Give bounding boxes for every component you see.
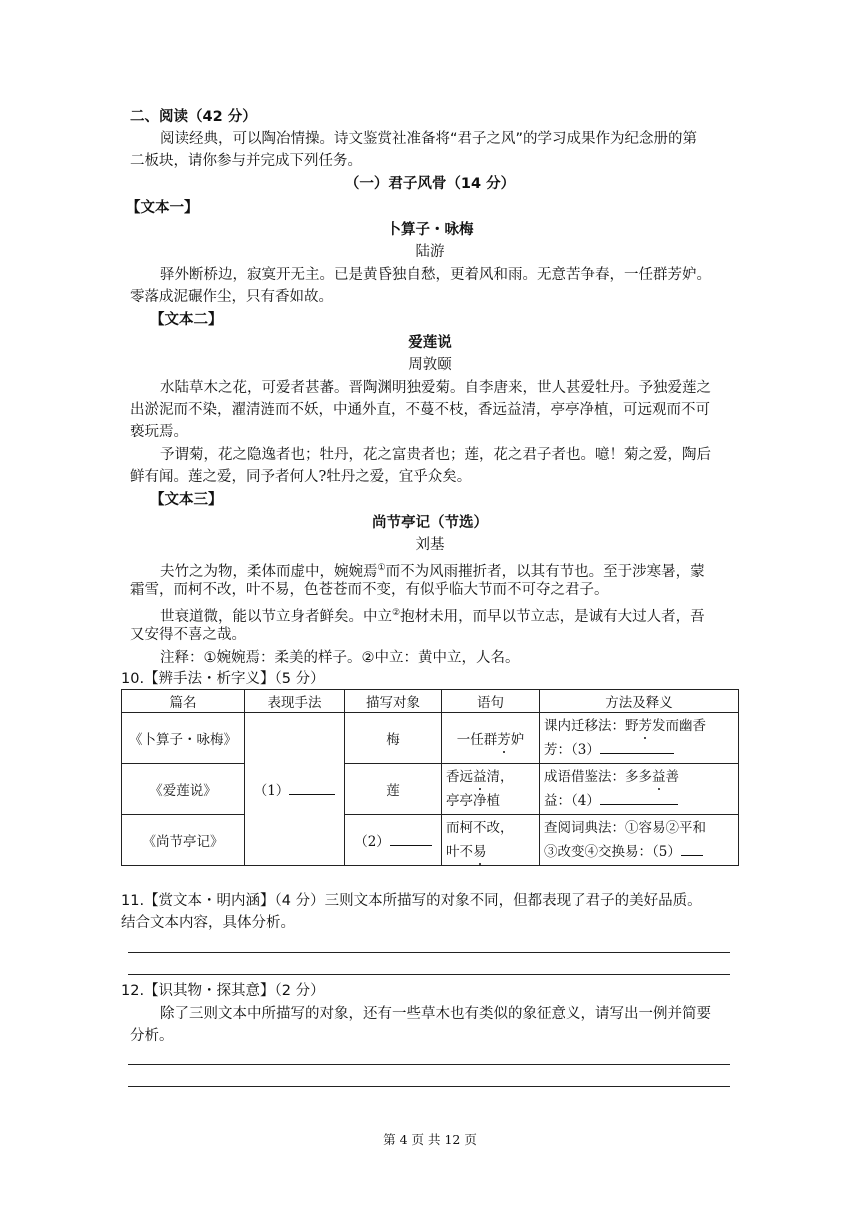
section-intro-line1: 阅读经典，可以陶冶情操。诗文鉴赏社准备将“君子之风”的学习成果作为纪念册的第: [160, 131, 698, 147]
blank-2-answer[interactable]: [390, 830, 432, 846]
text2-line3: 亵玩焉。: [130, 424, 188, 440]
table-header-row: [122, 690, 739, 713]
q11-answer-line-2[interactable]: [128, 974, 730, 975]
text2-line1: 水陆草木之花，可爱者甚蕃。晋陶渊明独爱菊。自李唐来，世人甚爱牡丹。予独爱莲之: [160, 380, 711, 396]
q12-line1: 除了三则文本中所描写的对象，还有一些草木也有类似的象征意义，请写出一例并简要: [160, 1006, 711, 1022]
section-heading: 二、阅读（42 分）: [130, 109, 257, 125]
technique-cell: [245, 713, 345, 866]
header-cell: 方法及释义: [540, 690, 739, 713]
text3-line4: 又安得不喜之哉。: [130, 627, 246, 643]
q11-line1: 11.【赏文本・明内涵】（4 分）三则文本所描写的对象不同，但都表现了君子的美好品质。: [121, 893, 702, 909]
part-title: （一）君子风骨（14 分）: [344, 176, 516, 192]
blank-1-answer[interactable]: [289, 779, 335, 795]
blank-2-label: （2）: [354, 834, 390, 850]
text2-line2: 出淤泥而不染，濯清涟而不妖，中通外直，不蔓不枝，香远益清，亭亭净植，可远观而不可: [130, 402, 710, 418]
footnote-marker-2: ②: [392, 608, 401, 618]
text2-author: 周敦颐: [408, 357, 452, 373]
page-number: 第 4 页 共 12 页: [383, 1132, 477, 1147]
text3-title: 尚节亭记（节选）: [372, 515, 488, 531]
text3-label: 【文本三】: [150, 492, 223, 508]
row3-name: 《尚节亭记》: [122, 815, 245, 866]
table-row: [122, 764, 739, 815]
text1-label: 【文本一】: [126, 200, 199, 216]
text3-line1: 夫竹之为物，柔体而虚中，婉婉焉①而不为风雨摧折者，以其有节也。至于涉寒暑，蒙: [160, 563, 705, 580]
q11-line2: 结合文本内容，具体分析。: [121, 915, 295, 931]
blank-5-answer[interactable]: [681, 840, 703, 856]
text1-author: 陆游: [415, 244, 445, 260]
row3-sentence: 而柯不改， 叶不易: [442, 815, 540, 866]
blank-4-answer[interactable]: [600, 789, 678, 805]
text1-line2: 零落成泥碾作尘，只有香如故。: [130, 289, 333, 305]
text3-author: 刘基: [415, 537, 445, 553]
q11-answer-line-1[interactable]: [128, 952, 730, 953]
text1-line1: 驿外断桥边，寂寞开无主。已是黄昏独自愁，更着风和雨。无意苦争春，一任群芳妒。: [160, 267, 711, 283]
section-intro-line2: 二板块，请你参与并完成下列任务。: [130, 153, 362, 169]
header-cell: 篇名: [122, 690, 245, 713]
text2-line4: 予谓菊，花之隐逸者也；牡丹，花之富贵者也；莲，花之君子者也。噫！菊之爱，陶后: [160, 447, 711, 463]
text1-title: 卜算子・咏梅: [386, 222, 474, 238]
q12-answer-line-1[interactable]: [128, 1064, 730, 1065]
text3-line3: 世衰道微，能以节立身者鲜矣。中立②抱材未用，而早以节立志，是诚有大过人者，吾: [160, 608, 705, 625]
row1-method: 课内迁移法：野芳发而幽香 芳：（3）: [540, 713, 739, 764]
blank-1-label: （1）: [253, 783, 290, 799]
q12-label: 12.【识其物・探其意】（2 分）: [121, 983, 325, 999]
table-row: [122, 815, 739, 866]
row2-object: 莲: [345, 764, 442, 815]
row1-object: 梅: [345, 713, 442, 764]
text2-line5: 鲜有闻。莲之爱，同予者何人?牡丹之爱，宜乎众矣。: [130, 469, 472, 485]
text3-line2: 霜雪，而柯不改，叶不易，色苍苍而不变，有似乎临大节而不可夺之君子。: [130, 582, 609, 598]
table-row: [122, 713, 739, 764]
row2-method: 成语借鉴法：多多益善 益：（4）: [540, 764, 739, 815]
row2-sentence: 香远益清， 亭亭净植: [442, 764, 540, 815]
text2-label: 【文本二】: [150, 312, 223, 328]
q12-line2: 分析。: [130, 1028, 174, 1044]
blank-3-answer[interactable]: [600, 738, 674, 754]
row2-name: 《爱莲说》: [122, 764, 245, 815]
q12-answer-line-2[interactable]: [128, 1086, 730, 1087]
row3-method: 查阅词典法：①容易②平和 ③改变④交换易：（5）: [540, 815, 739, 866]
header-cell: 表现手法: [245, 690, 345, 713]
row3-object: [345, 815, 442, 866]
q10-label: 10.【辨手法・析字义】（5 分）: [121, 671, 325, 687]
text3-note: 注释：①婉婉焉：柔美的样子。②中立：黄中立，人名。: [160, 650, 520, 666]
text2-title: 爱莲说: [408, 335, 452, 351]
row1-name: 《卜算子・咏梅》: [122, 713, 245, 764]
q10-table: [121, 689, 739, 866]
row1-sentence: 一任群芳妒: [442, 713, 540, 764]
header-cell: 语句: [442, 690, 540, 713]
header-cell: 描写对象: [345, 690, 442, 713]
footnote-marker-1: ①: [377, 563, 386, 573]
